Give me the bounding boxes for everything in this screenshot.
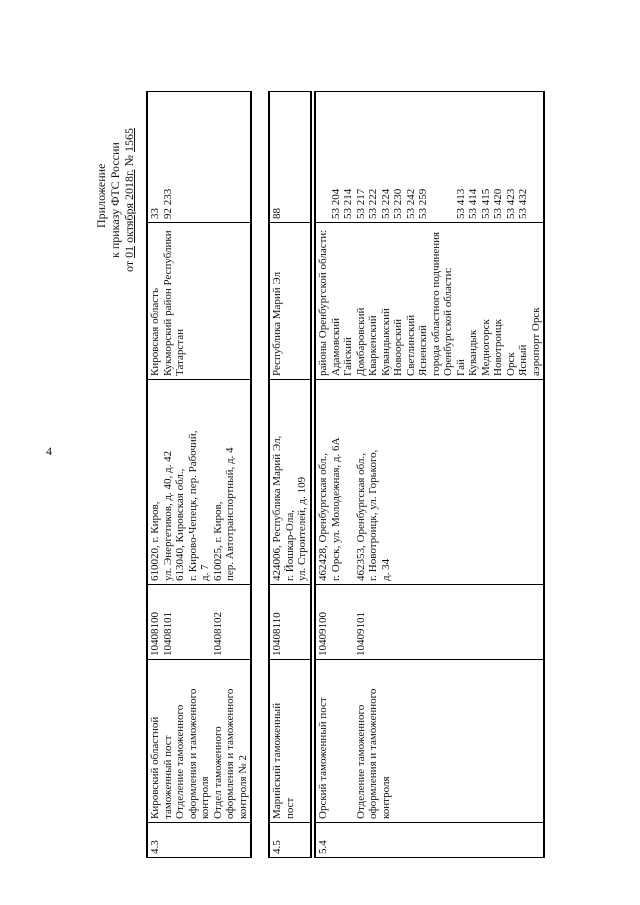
- date-day: 01: [122, 245, 136, 258]
- post-name-line: контроля: [199, 776, 211, 819]
- header-line-1: Приложение: [94, 163, 108, 228]
- post-addresses: [147, 380, 251, 585]
- post-name-line: Орский таможенный пост: [317, 697, 329, 819]
- region-code-line: 53 224: [379, 188, 392, 219]
- address-line: 424006, Республика Марий Эл,: [271, 435, 283, 581]
- post-names: [269, 660, 311, 823]
- post-names: [147, 660, 251, 823]
- address-line: 462353, Оренбургская обл.,: [354, 453, 367, 581]
- region-code-line: 88: [271, 208, 283, 219]
- post-codes: [315, 585, 544, 660]
- region-line: Ясный: [517, 344, 529, 376]
- region-line: Республика Марий Эл: [271, 271, 283, 376]
- post-code-line: 10408110: [271, 612, 283, 656]
- customs-table-block-1: [146, 91, 252, 858]
- post-code-line: [174, 588, 187, 656]
- post-name-line: оформления и таможенного: [367, 688, 379, 819]
- date-month-year: октября 2018г.: [122, 169, 136, 243]
- region-line: Кувандык: [467, 329, 479, 376]
- regions: [315, 223, 544, 380]
- region-line: Медногорск: [479, 319, 492, 376]
- post-name-line: оформления и таможенного: [224, 688, 236, 819]
- row-number: 4.3: [147, 823, 251, 858]
- header-line-3: [122, 70, 136, 280]
- appendix-header: [94, 70, 136, 280]
- address-line: г. Йошкар-Ола,: [283, 510, 296, 581]
- address-line: [342, 383, 355, 581]
- region-code-line: 53 420: [492, 188, 504, 219]
- post-code-line: [330, 588, 343, 656]
- post-name-line: Отделение таможенного: [174, 704, 186, 819]
- regions: [147, 223, 251, 380]
- post-name-line: Марийский таможенный: [271, 702, 283, 819]
- address-line: 610025, г. Киров,: [211, 501, 224, 581]
- post-name-line: [330, 663, 343, 819]
- post-name-line: Кировский областной: [149, 716, 161, 819]
- page-number: 4: [46, 444, 52, 458]
- region-line: районы Оренбургской области:: [317, 229, 329, 376]
- customs-table-block-2: [268, 91, 312, 858]
- address-line: д. 34: [379, 558, 392, 581]
- post-name-line: пост: [283, 797, 296, 819]
- address-line: г. Кирово-Чепецк, пер. Рабочий,: [186, 430, 199, 581]
- post-name-line: контроля: [379, 776, 392, 819]
- address-line: ул. Энергетиков, д. 40, д. 42: [161, 450, 174, 581]
- region-code-line: [317, 95, 330, 219]
- row-number: 4.5: [269, 823, 311, 858]
- header-line-2: к приказу ФТС России: [108, 142, 122, 258]
- post-name-line: контроля № 2: [236, 754, 249, 819]
- region-line: Кувандыкский: [379, 308, 392, 376]
- post-addresses: [269, 380, 311, 585]
- order-number: 1565: [122, 127, 136, 152]
- address-line: 462428, Оренбургская обл.,: [317, 453, 329, 581]
- region-code-line: 53 214: [342, 188, 354, 219]
- address-line: г. Орск, ул. Молодежная, д. 6А: [329, 437, 342, 581]
- row-number: 5.4: [315, 823, 544, 858]
- region-code-line: 53 222: [367, 188, 379, 219]
- post-addresses: [315, 380, 544, 585]
- region-line: Татарстан: [174, 329, 186, 376]
- post-name-line: Отделение таможенного: [354, 704, 367, 819]
- number-sign: №: [122, 154, 136, 167]
- region-line: Новоорский: [392, 318, 404, 376]
- region-line: Кваркенский: [367, 315, 379, 376]
- post-code-line: 10408102: [211, 612, 224, 656]
- post-name-line: оформления и таможенного: [186, 688, 199, 819]
- region-line: Гайский: [342, 337, 354, 376]
- region-line: Кировская область: [149, 287, 161, 376]
- region-line: Гай: [454, 359, 467, 376]
- region-code-line: 33: [149, 208, 161, 219]
- region-code-line: 53 259: [417, 188, 429, 219]
- region-codes: [269, 92, 311, 223]
- post-names: [315, 660, 544, 823]
- post-code-line: 10408100: [149, 612, 161, 656]
- region-code-line: 53 414: [467, 188, 479, 219]
- region-codes: [147, 92, 251, 223]
- post-name-line: таможенный пост: [161, 735, 174, 819]
- address-line: д. 7: [199, 564, 211, 581]
- rotated-page-content: [86, 32, 542, 872]
- region-code-line: 92 233: [161, 188, 174, 219]
- region-line: Светлинский: [404, 314, 417, 376]
- region-codes: [315, 92, 544, 223]
- post-codes: [269, 585, 311, 660]
- post-code-line: [342, 588, 355, 656]
- region-line: аэропорт Орск: [529, 307, 542, 376]
- post-name-line: [342, 663, 355, 819]
- region-line: Новотроицк: [492, 319, 504, 376]
- region-line: Адамовский: [329, 317, 342, 376]
- post-code-line: [199, 588, 212, 656]
- region-code-line: 53 432: [517, 188, 529, 219]
- region-code-line: 53 230: [392, 188, 404, 219]
- regions: [269, 223, 311, 380]
- region-code-line: 53 423: [504, 188, 517, 219]
- address-line: пер. Автотранспортный, д. 4: [224, 447, 236, 581]
- address-line: ул. Строителей, д. 109: [296, 476, 308, 581]
- post-codes: [147, 585, 251, 660]
- address-line: г. Новотроицк, ул. Горького,: [367, 449, 379, 581]
- region-line: Домбаровский: [354, 307, 367, 376]
- region-code-line: 53 204: [329, 188, 342, 219]
- region-code-line: 53 217: [354, 188, 367, 219]
- region-line: Оренбургской области:: [442, 267, 454, 376]
- post-code-line: [187, 588, 200, 656]
- region-code-line: 53 415: [479, 188, 492, 219]
- post-code-line: 10408101: [161, 612, 174, 656]
- region-line: Ясненский: [417, 325, 429, 376]
- region-code-line: 53 413: [454, 188, 467, 219]
- region-code-line: 53 242: [404, 188, 417, 219]
- post-code-line: 10409101: [354, 612, 367, 656]
- address-line: 613040, Кировская обл.,: [174, 468, 186, 581]
- region-line: Орск: [504, 352, 517, 376]
- region-code-line: [430, 95, 443, 219]
- date-prefix: от: [122, 260, 136, 272]
- region-line: города областного подчинения: [429, 231, 442, 376]
- customs-table-block-3: [314, 91, 545, 858]
- region-code-line: [442, 95, 455, 219]
- address-line: 610020, г. Киров,: [149, 501, 161, 581]
- post-name-line: Отдел таможенного: [211, 726, 224, 819]
- region-code-line: [530, 95, 543, 219]
- post-code-line: 10409100: [317, 612, 329, 656]
- region-line: Кукморский район Республики: [161, 230, 174, 376]
